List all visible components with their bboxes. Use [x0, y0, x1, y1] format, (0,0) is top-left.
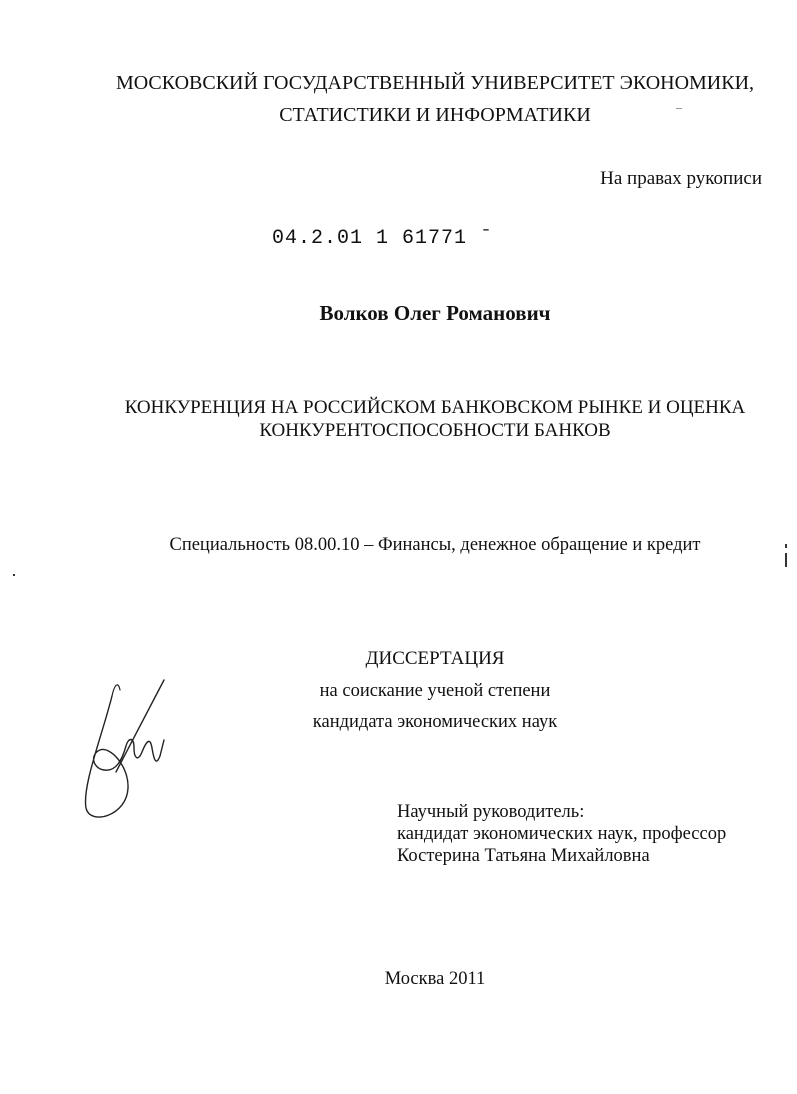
- city-and-year: Москва 2011: [384, 969, 486, 989]
- supervisor-label: Научный руководитель:: [397, 802, 585, 822]
- registration-stamp-number: 04.2.01 1 61771 ˉ: [272, 227, 494, 250]
- university-name-line-1: МОСКОВСКИЙ ГОСУДАРСТВЕННЫЙ УНИВЕРСИТЕТ ЭКОНОМИКИ,: [115, 72, 755, 94]
- thesis-title-line-2: КОНКУРЕНТОСПОСОБНОСТИ БАНКОВ: [259, 420, 611, 441]
- supervisor-name: Костерина Татьяна Михайловна: [397, 846, 650, 866]
- scan-speck: [13, 574, 15, 576]
- degree-line-1: на соискание ученой степени: [319, 681, 551, 701]
- specialty-line: Специальность 08.00.10 – Финансы, денежное обращение и кредит: [169, 535, 701, 555]
- scan-speck: [676, 108, 682, 109]
- scan-speck: [785, 544, 787, 548]
- dissertation-heading: ДИССЕРТАЦИЯ: [365, 648, 505, 669]
- author-name: Волков Олег Романович: [319, 301, 551, 325]
- scan-speck: [785, 553, 787, 567]
- university-name-line-2: СТАТИСТИКИ И ИНФОРМАТИКИ: [279, 104, 591, 126]
- thesis-title-line-1: КОНКУРЕНЦИЯ НА РОССИЙСКОМ БАНКОВСКОМ РЫНКЕ И ОЦЕНКА: [124, 397, 746, 418]
- handwritten-signature: [72, 676, 172, 826]
- supervisor-degree: кандидат экономических наук, профессор: [397, 824, 727, 844]
- degree-line-2: кандидата экономических наук: [312, 712, 558, 732]
- manuscript-rights-note: На правах рукописи: [600, 168, 762, 189]
